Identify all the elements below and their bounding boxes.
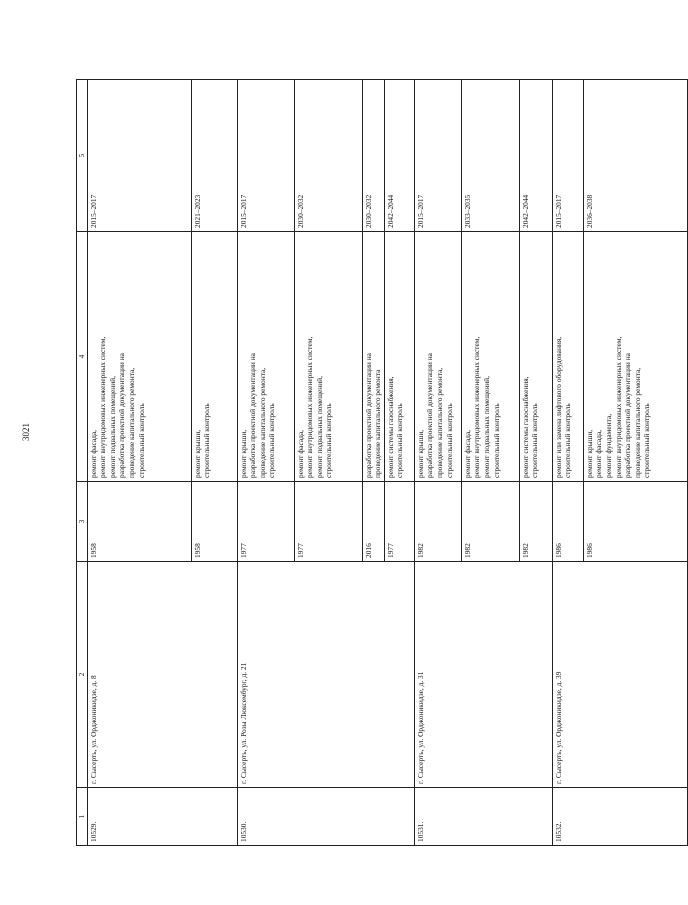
year-cell: 1986: [583, 482, 687, 562]
rotated-table-container: [76, 80, 652, 846]
period-cell: 2042–2044: [519, 80, 552, 232]
year-cell: 1977: [294, 482, 362, 562]
work-line: разработка проектной документации на: [248, 353, 258, 478]
work-line: разработка проектной документации на: [623, 353, 633, 478]
work-line: ремонт подвальных помещений,: [481, 376, 491, 478]
period-cell: 2015–2017: [552, 80, 583, 232]
year-cell: 1977: [237, 482, 294, 562]
row-number: 10532.: [552, 788, 687, 846]
year-cell: 1986: [552, 482, 583, 562]
row-number: 10529.: [87, 788, 237, 846]
period-cell: 2015–2017: [87, 80, 191, 232]
work-line: ремонт или замена лифтового оборудования,: [553, 336, 563, 478]
header-col-4: 4: [77, 232, 88, 482]
year-cell: 2016: [362, 482, 384, 562]
header-row: [77, 80, 88, 846]
year-cell: 1977: [384, 482, 414, 562]
work-line: строительный контроль: [267, 403, 277, 478]
period-cell: 2036–2038: [583, 80, 687, 232]
works-cell: [237, 232, 294, 482]
address-cell: г. Сысерть, ул. Розы Люксембург, д. 21: [237, 562, 414, 788]
work-line: ремонт подвальных помещений,: [314, 376, 324, 478]
period-cell: 2015–2017: [237, 80, 294, 232]
work-line: проведение капитального ремонта,: [632, 367, 642, 478]
year-cell: 1958: [87, 482, 191, 562]
work-line: ремонт внутридомовых инженерных систем,: [98, 336, 108, 478]
work-line: ремонт внутридомовых инженерных систем,: [613, 336, 623, 478]
work-line: ремонт фундамента,: [603, 413, 613, 478]
work-line: строительный контроль: [202, 403, 212, 478]
header-col-3: 3: [77, 482, 88, 562]
works-cell: [552, 232, 583, 482]
header-col-1: 1: [77, 788, 88, 846]
address-cell: г. Сысерть, ул. Орджоникидзе, д. 8: [87, 562, 237, 788]
work-line: ремонт системы газоснабжения,: [385, 376, 395, 478]
work-line: ремонт внутридомовых инженерных систем,: [305, 336, 315, 478]
works-cell: [87, 232, 191, 482]
work-line: ремонт фасада,: [295, 430, 305, 478]
work-line: проведение капитального ремонта,: [126, 367, 136, 478]
work-line: ремонт внутридомовых инженерных систем,: [472, 336, 482, 478]
table-row: [552, 80, 583, 846]
work-line: ремонт фасада,: [88, 430, 98, 478]
table-row: [237, 80, 294, 846]
works-cell: [294, 232, 362, 482]
work-line: проведение капитального ремонта,: [434, 367, 444, 478]
year-cell: 1982: [519, 482, 552, 562]
year-cell: 1982: [414, 482, 461, 562]
row-number: 10531.: [414, 788, 552, 846]
work-line: проведение капитального ремонта,: [257, 367, 267, 478]
year-cell: 1958: [191, 482, 237, 562]
work-line: строительный контроль: [642, 403, 652, 478]
work-line: ремонт крыши,: [238, 429, 248, 478]
work-line: строительный контроль: [530, 403, 540, 478]
table-row: [414, 80, 461, 846]
header-col-2: 2: [77, 562, 88, 788]
work-line: ремонт крыши,: [192, 429, 202, 478]
period-cell: 2042–2044: [384, 80, 414, 232]
work-line: строительный контроль: [136, 403, 146, 478]
period-cell: 2015–2017: [414, 80, 461, 232]
repair-schedule-table: [76, 79, 688, 846]
year-cell: 1982: [461, 482, 519, 562]
works-cell: [384, 232, 414, 482]
works-cell: [519, 232, 552, 482]
work-line: ремонт подвальных помещений,: [107, 376, 117, 478]
work-line: строительный контроль: [324, 403, 334, 478]
work-line: разработка проектной документации на: [117, 353, 127, 478]
table-row: [87, 80, 191, 846]
work-line: ремонт системы газоснабжения,: [520, 376, 530, 478]
work-line: ремонт крыши,: [415, 429, 425, 478]
work-line: проведение капитального ремонта: [373, 369, 383, 478]
page-number: 3021: [21, 423, 31, 441]
address-cell: г. Сысерть, ул. Орджоникидзе, д. 31: [414, 562, 552, 788]
period-cell: 2030–2032: [294, 80, 362, 232]
works-cell: [583, 232, 687, 482]
address-cell: г. Сысерть, ул. Орджоникидзе, д. 39: [552, 562, 687, 788]
work-line: ремонт крыши,: [584, 429, 594, 478]
works-cell: [461, 232, 519, 482]
work-line: строительный контроль: [491, 403, 501, 478]
period-cell: 2030–2032: [362, 80, 384, 232]
works-cell: [191, 232, 237, 482]
row-number: 10530.: [237, 788, 414, 846]
work-line: разработка проектной документации на: [363, 353, 373, 478]
work-line: ремонт фасада,: [462, 430, 472, 478]
header-col-5: 5: [77, 80, 88, 232]
period-cell: 2033–2035: [461, 80, 519, 232]
works-cell: [414, 232, 461, 482]
table-body: [87, 80, 687, 846]
work-line: строительный контроль: [563, 403, 573, 478]
work-line: ремонт фасада,: [594, 430, 604, 478]
work-line: строительный контроль: [444, 403, 454, 478]
work-line: разработка проектной документации на: [425, 353, 435, 478]
works-cell: [362, 232, 384, 482]
period-cell: 2021–2023: [191, 80, 237, 232]
work-line: строительный контроль: [395, 403, 405, 478]
